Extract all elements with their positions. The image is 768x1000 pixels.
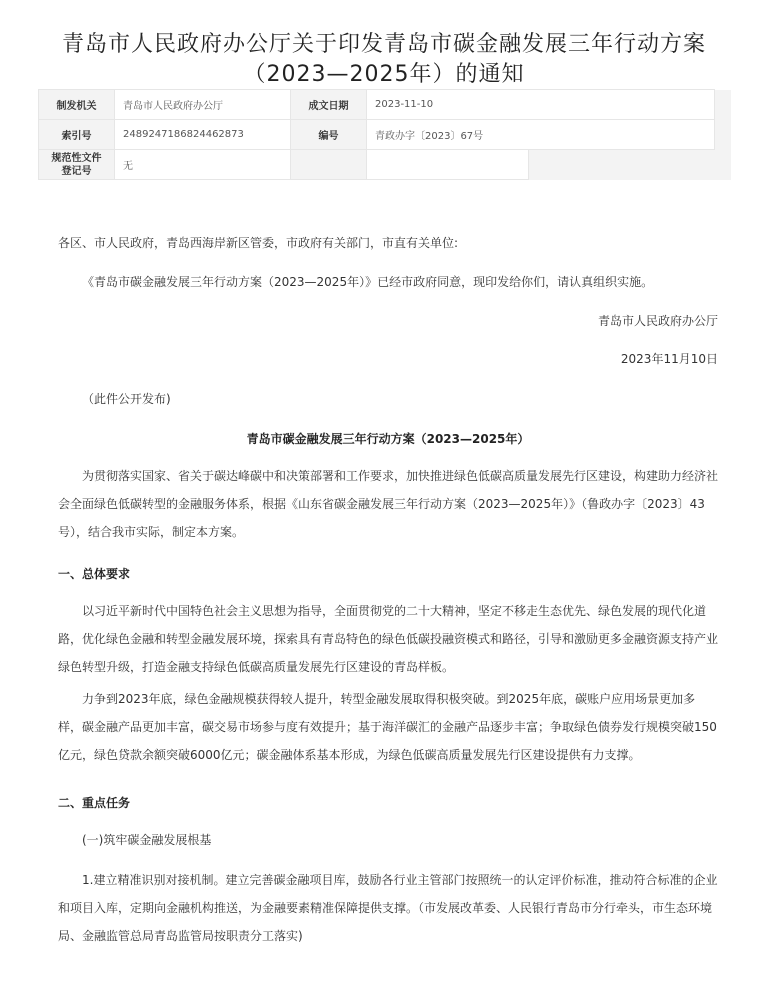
public-note: （此件公开发布): [82, 392, 171, 406]
date-value: 2023-11-10: [367, 90, 715, 120]
issuer-value: 青岛市人民政府办公厅: [115, 90, 291, 120]
paragraph: 以习近平新时代中国特色社会主义思想为指导，全面贯彻党的二十大精神，坚定不移走生态优先、绿色发展的现代化道路，优化绿色金融和转型金融发展环境，探索具有青岛特色的绿色低碳投融资模式和路径，引导和激励更多金融资源支持产业绿色转型升级，打造金融支持绿色低碳高质量发展先行区建设的青岛样板。: [58, 604, 719, 674]
regnum-label: 规范性文件登记号: [39, 150, 115, 180]
document-title: 青岛市人民政府办公厅关于印发青岛市碳金融发展三年行动方案（2023—2025年）的通知: [61, 32, 706, 87]
intro-paragraph: 《青岛市碳金融发展三年行动方案（2023—2025年）》已经市政府同意，现印发给你们，请认真组织实施。: [82, 275, 654, 289]
section-heading: 一、总体要求: [58, 567, 131, 581]
signing-date: 2023年11月10日: [620, 352, 718, 366]
section-heading: 二、重点任务: [58, 796, 131, 810]
metadata-table: [38, 89, 731, 180]
paragraph: 1.建立精准识别对接机制。建立完善碳金融项目库，鼓励各行业主管部门按照统一的认定评价标准，推动符合标准的企业和项目入库，定期向金融机构推送，为金融要素精准保障提供支撑。（市发展改革委、人民银行青岛市分行牵头，市生态环境局、金融监管总局青岛监管局按职责分工落实): [58, 873, 718, 943]
signer: 青岛市人民政府办公厅: [597, 314, 718, 328]
date-label: 成文日期: [291, 90, 367, 120]
paragraph: 力争到2023年底，绿色金融规模获得较人提升，转型金融发展取得积极突破。到2025年底，碳账户应用场景更加多样，碳金融产品更加丰富，碳交易市场参与度有效提升；基于海洋碳汇的金融产品逐步丰富；争取绿色债券发行规模突破150亿元，绿色贷款余额突破6000亿元；碳金融体系基本形成，为绿色低碳高质量发展先行区建设提供有力支撑。: [58, 692, 717, 762]
salutation: 各区、市人民政府，青岛西海岸新区管委，市政府有关部门，市直有关单位:: [58, 236, 459, 250]
index-label: 索引号: [39, 120, 115, 150]
regnum-value: 无: [115, 150, 291, 180]
metadata-row: [39, 120, 731, 150]
issuer-label: 制发机关: [39, 90, 115, 120]
index-value: 2489247186824462873: [115, 120, 291, 150]
subsection-heading: (一)筑牢碳金融发展根基: [82, 833, 212, 847]
paragraph: 为贯彻落实国家、省关于碳达峰碳中和决策部署和工作要求，加快推进绿色低碳高质量发展先行区建设，构建助力经济社会全面绿色低碳转型的金融服务体系，根据《山东省碳金融发展三年行动方案（2023—2025年）》（鲁政办字〔2023〕43号），结合我市实际，制定本方案。: [58, 469, 719, 539]
metadata-row: [39, 150, 731, 180]
plan-title: 青岛市碳金融发展三年行动方案（2023—2025年）: [246, 432, 530, 446]
metadata-row: [39, 90, 731, 120]
number-label: 编号: [291, 120, 367, 150]
number-value: 青政办字〔2023〕67号: [367, 120, 715, 150]
